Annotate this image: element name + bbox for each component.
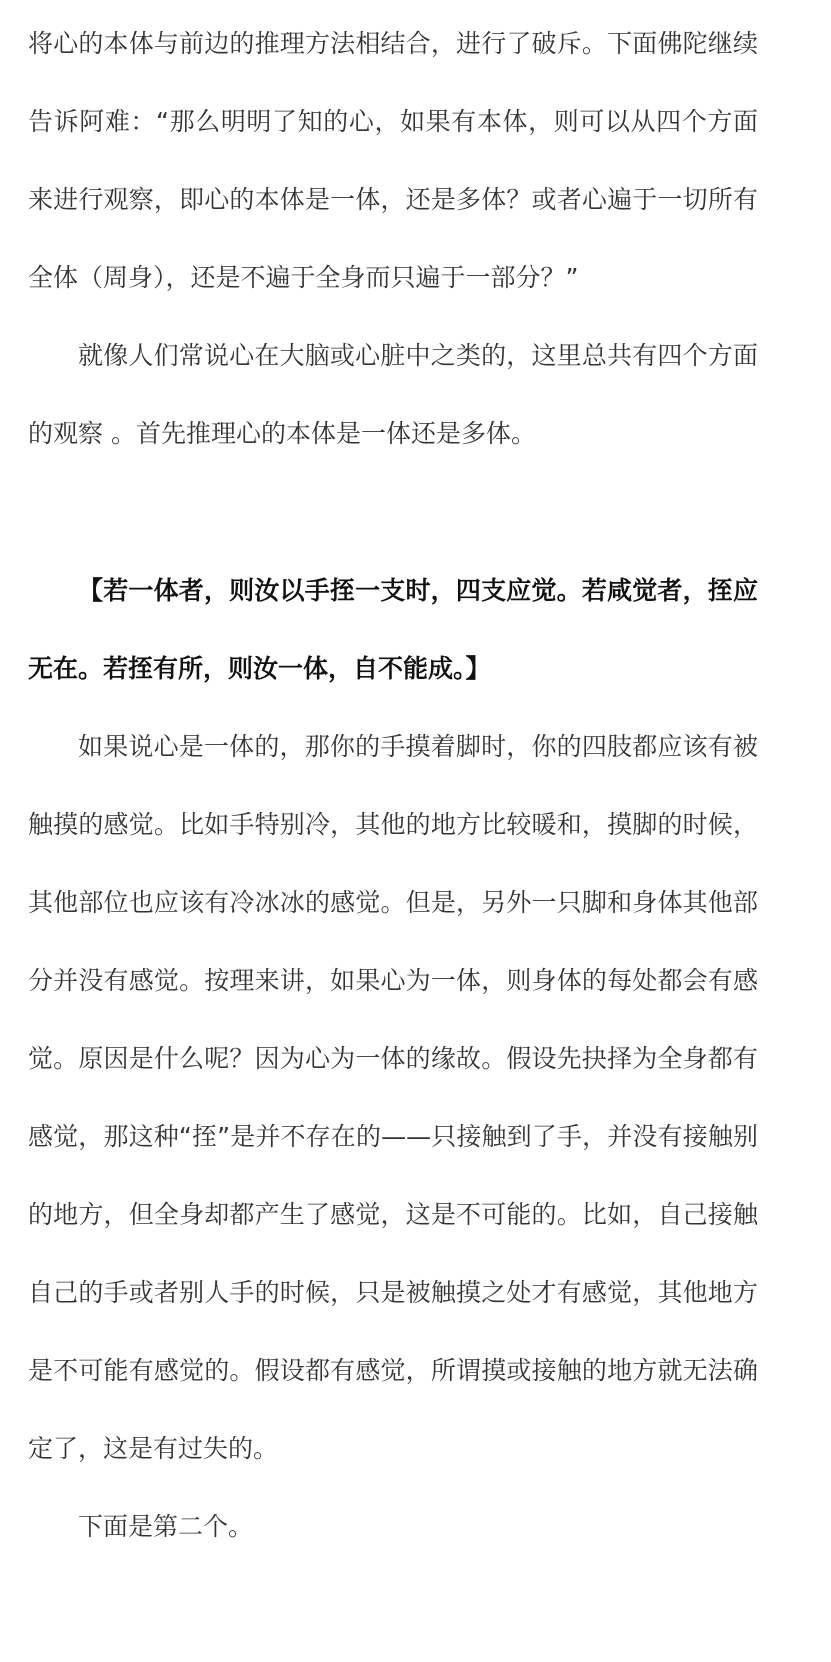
scripture-quote: 【若一体者，则汝以手挃一支时，四支应觉。若咸觉者，挃应无在。若挃有所，则汝一体，自不能成。】 <box>28 576 758 683</box>
paragraph-spacer <box>28 473 758 552</box>
paragraph-intro: 将心的本体与前边的推理方法相结合，进行了破斥。下面佛陀继续告诉阿难：“那么明明了知的心，如果有本体，则可以从四个方面来进行观察，即心的本体是一体，还是多体？或者心遍于一切所有全体（周身），还是不遍于全身而只遍于一部分？” <box>28 29 758 292</box>
paragraph-four-aspects: 就像人们常说心在大脑或心脏中之类的，这里总共有四个方面的观察 。首先推理心的本体是一体还是多体。 <box>28 341 758 448</box>
paragraph-next: 下面是第二个。 <box>78 1512 254 1541</box>
article-body <box>28 0 758 1566</box>
paragraph-explanation: 如果说心是一体的，那你的手摸着脚时，你的四肢都应该有被触摸的感觉。比如手特别冷，其他的地方比较暖和，摸脚的时候，其他部位也应该有冷冰冰的感觉。但是，另外一只脚和身体其他部分并没有感觉。按理来讲，如果心为一体，则身体的每处都会有感觉。原因是什么呢？因为心为一体的缘故。假设先抉择为全身都有感觉，那这种“挃”是并不存在的——只接触到了手，并没有接触别的地方，但全身却都产生了感觉，这是不可能的。比如，自己接触自己的手或者别人手的时候，只是被触摸之处才有感觉，其他地方是不可能有感觉的。假设都有感觉，所谓摸或接触的地方就无法确定了，这是有过失的。 <box>28 732 758 1463</box>
